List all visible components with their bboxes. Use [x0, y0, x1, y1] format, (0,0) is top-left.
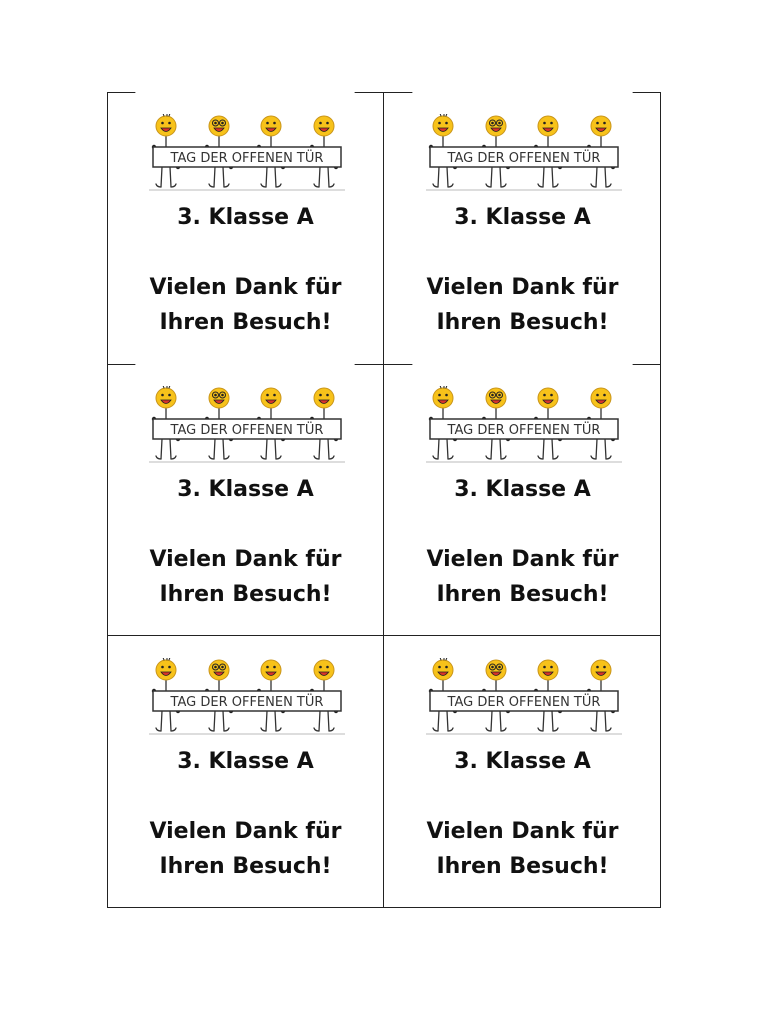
thank-you-text: Vielen Dank für Ihren Besuch!	[149, 819, 342, 879]
banner-text: TAG DER OFFENEN TÜR	[170, 695, 323, 710]
banner-text: TAG DER OFFENEN TÜR	[170, 423, 323, 438]
open-house-banner-illustration	[418, 114, 628, 194]
open-house-banner-illustration	[418, 658, 628, 738]
thank-you-text: Vielen Dank für Ihren Besuch!	[149, 275, 342, 335]
class-label: 3. Klasse A	[177, 749, 314, 774]
thank-you-card	[107, 364, 384, 636]
open-house-banner-illustration	[141, 386, 351, 466]
thank-you-card	[107, 636, 384, 908]
open-house-banner-illustration	[141, 114, 351, 194]
thank-you-text: Vielen Dank für Ihren Besuch!	[426, 275, 619, 335]
thank-you-card	[384, 92, 661, 364]
banner-text: TAG DER OFFENEN TÜR	[447, 695, 600, 710]
thank-you-text: Vielen Dank für Ihren Besuch!	[426, 547, 619, 607]
thank-you-text: Vielen Dank für Ihren Besuch!	[426, 819, 619, 879]
class-label: 3. Klasse A	[177, 205, 314, 230]
banner-text: TAG DER OFFENEN TÜR	[447, 151, 600, 166]
open-house-banner-illustration	[418, 386, 628, 466]
open-house-banner-illustration	[141, 658, 351, 738]
class-label: 3. Klasse A	[454, 749, 591, 774]
class-label: 3. Klasse A	[454, 477, 591, 502]
card-sheet	[107, 92, 661, 908]
class-label: 3. Klasse A	[177, 477, 314, 502]
thank-you-card	[107, 92, 384, 364]
thank-you-card	[384, 364, 661, 636]
banner-text: TAG DER OFFENEN TÜR	[170, 151, 323, 166]
class-label: 3. Klasse A	[454, 205, 591, 230]
banner-text: TAG DER OFFENEN TÜR	[447, 423, 600, 438]
thank-you-card	[384, 636, 661, 908]
card-grid	[107, 92, 661, 908]
thank-you-text: Vielen Dank für Ihren Besuch!	[149, 547, 342, 607]
